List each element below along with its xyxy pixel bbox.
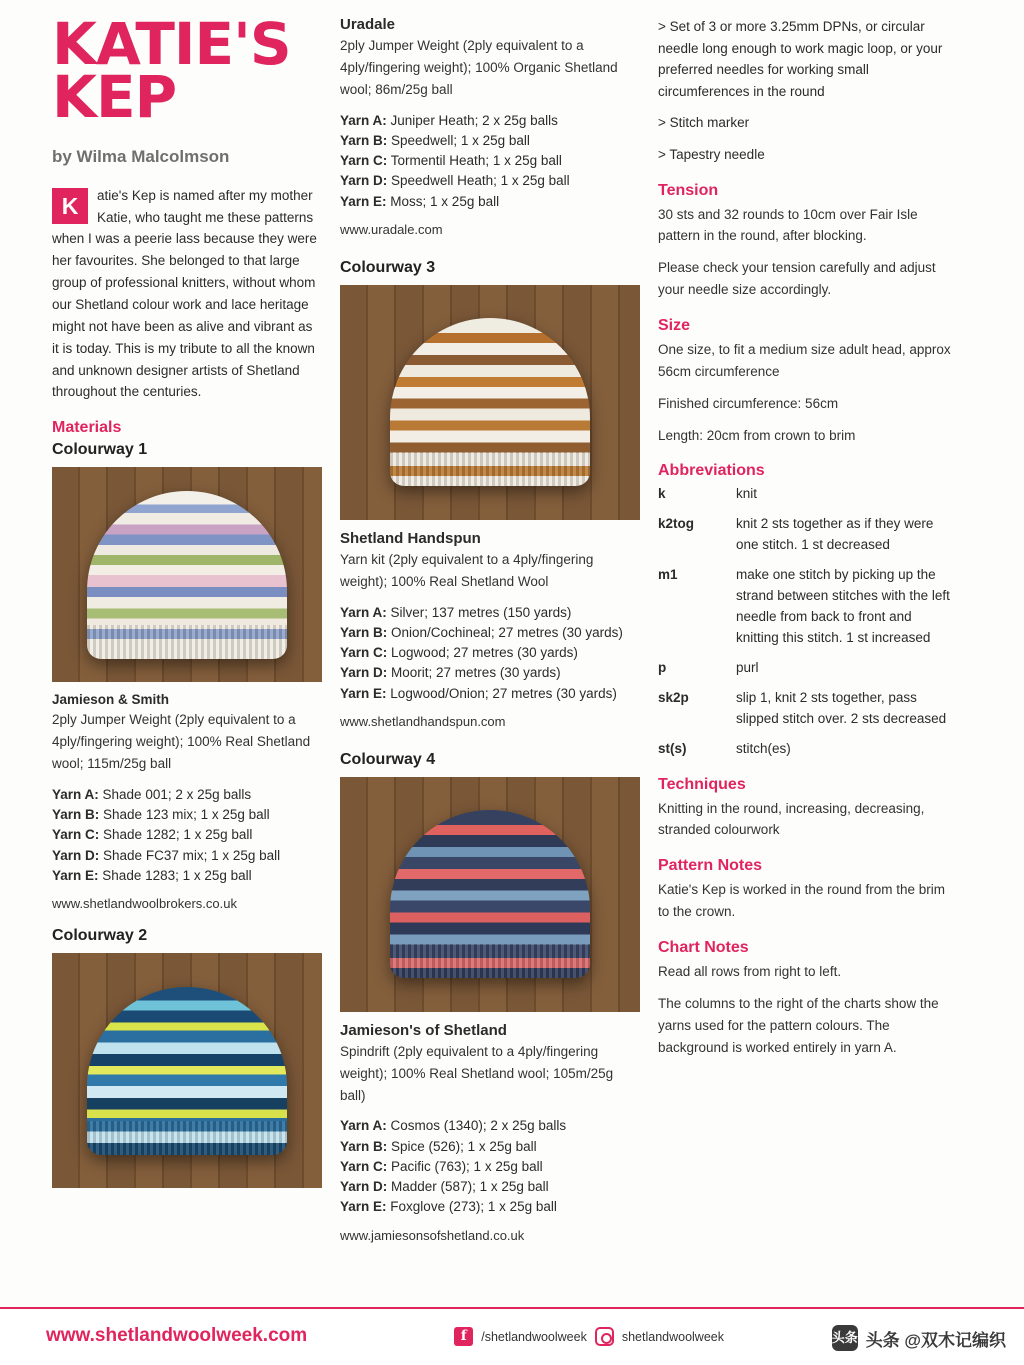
uradale-url[interactable]: www.uradale.com: [340, 221, 443, 237]
yarn-label: Yarn D:: [52, 847, 100, 863]
handspun-brand: Shetland Handspun: [340, 529, 481, 547]
colourway-3-heading: Colourway 3: [340, 258, 436, 276]
size-heading: Size: [658, 317, 691, 334]
yarn-label: Yarn D:: [340, 665, 388, 681]
yarn-item: [340, 171, 640, 191]
yarn-item: [340, 111, 640, 131]
yarn-label: Yarn C:: [340, 1158, 388, 1174]
footer-website[interactable]: www.shetlandwoolweek.com: [46, 1325, 308, 1346]
page-footer: [0, 1307, 1024, 1365]
footer-social: [454, 1327, 724, 1346]
abbreviation-definition: knit: [736, 486, 758, 502]
watermark-text: 头条 @双木记编织: [865, 1330, 1006, 1350]
yarn-item: [52, 785, 322, 805]
drop-cap: K: [52, 188, 88, 224]
cw1-description: 2ply Jumper Weight (2ply equivalent to a 4ply/fingering weight); 100% Real Shetland wool; 115m/25g ball: [52, 712, 311, 772]
yarn-label: Yarn C:: [340, 153, 388, 169]
abbreviation-definition: stitch(es): [736, 740, 791, 756]
pattern-notes-text: Katie's Kep is worked in the round from the brim to the crown.: [658, 882, 945, 920]
hat-brim: [390, 452, 590, 486]
colourway-4-photo: [340, 777, 640, 1012]
intro-text: atie's Kep is named after my mother Katie, who taught me these patterns when I was a peerie lass because they were her favourites. She belonged to that large group of professional knitters, without whom our Shetland colour work and lace heritage might not have been as alive and vibrant as it is today. This is my tribute to all the known and unknown designer artists of Shetland throughout the centuries.: [52, 187, 317, 400]
yarn-text: Spice (526); 1 x 25g ball: [391, 1138, 537, 1154]
yarn-label: Yarn C:: [340, 645, 388, 661]
colourway-2-photo: [52, 953, 322, 1188]
column-middle: [340, 10, 640, 1243]
column-left: [22, 10, 322, 1198]
chart-notes-paragraph-1: Read all rows from right to left.: [658, 964, 842, 980]
tension-paragraph-1: 30 sts and 32 rounds to 10cm over Fair Isle pattern in the round, after blocking.: [658, 206, 918, 244]
tension-heading: Tension: [658, 181, 719, 199]
yarn-label: Yarn E:: [340, 685, 387, 701]
yarn-label: Yarn B:: [52, 807, 100, 823]
abbreviation-key: k2tog: [658, 516, 695, 532]
abbreviation-row: [658, 658, 958, 679]
yarn-text: Shade 001; 2 x 25g balls: [102, 786, 252, 802]
yarn-label: Yarn B:: [340, 132, 388, 148]
yarn-item: [340, 1157, 640, 1177]
yarn-label: Yarn E:: [340, 1199, 387, 1215]
yarn-text: Madder (587); 1 x 25g ball: [391, 1179, 549, 1195]
yarn-label: Yarn E:: [340, 193, 387, 209]
three-column-layout: [22, 10, 1002, 1243]
size-paragraph-1: One size, to fit a medium size adult head, approx 56cm circumference: [658, 342, 951, 379]
abbreviation-definition: purl: [736, 659, 759, 675]
yarn-label: Yarn A:: [340, 604, 387, 620]
yarn-item: [340, 1116, 640, 1136]
handspun-yarn-list: [340, 603, 640, 704]
yarn-text: Speedwell Heath; 1 x 25g ball: [391, 173, 570, 189]
yarn-item: [340, 643, 640, 663]
tension-paragraph-2: Please check your tension carefully and adjust your needle size accordingly.: [658, 260, 936, 298]
yarn-item: [52, 825, 322, 845]
abbreviation-row: [658, 484, 958, 505]
uradale-brand: Uradale: [340, 16, 396, 33]
yarn-text: Juniper Heath; 2 x 25g balls: [390, 112, 558, 128]
yarn-text: Silver; 137 metres (150 yards): [390, 604, 572, 620]
size-paragraph-2: Finished circumference: 56cm: [658, 395, 839, 411]
colourway-1-photo: [52, 467, 322, 682]
hat-brim: [87, 625, 287, 659]
cw1-yarn-list: [52, 785, 322, 886]
abbreviation-row: [658, 688, 958, 730]
pattern-notes-heading: Pattern Notes: [658, 857, 763, 875]
yarn-text: Shade 1282; 1 x 25g ball: [103, 827, 253, 843]
yarn-label: Yarn B:: [340, 1138, 388, 1154]
watermark: [832, 1325, 1006, 1351]
yarn-item: [340, 663, 640, 683]
cw1-brand: Jamieson & Smith: [52, 692, 170, 708]
yarn-item: [340, 603, 640, 623]
yarn-item: [340, 151, 640, 171]
yarn-item: [340, 1177, 640, 1197]
intro-paragraph: [52, 185, 322, 404]
yarn-text: Shade 123 mix; 1 x 25g ball: [103, 807, 270, 823]
abbreviation-row: [658, 739, 958, 760]
instagram-icon[interactable]: [595, 1327, 614, 1346]
yarn-item: [340, 1137, 640, 1157]
handspun-description: Yarn kit (2ply equivalent to a 4ply/fingering weight); 100% Real Shetland Wool: [340, 551, 594, 589]
colourway-2-heading: Colourway 2: [52, 927, 148, 945]
column-right: [658, 10, 958, 1068]
abbreviation-definition: slip 1, knit 2 sts together, pass slipped stitch over. 2 sts decreased: [736, 689, 947, 726]
yarn-item: [52, 866, 322, 886]
abbreviation-key: k: [658, 486, 666, 502]
yarn-text: Tormentil Heath; 1 x 25g ball: [390, 153, 562, 169]
yarn-text: Foxglove (273); 1 x 25g ball: [390, 1199, 557, 1215]
techniques-heading: Techniques: [658, 775, 746, 793]
hat-brim: [390, 944, 590, 978]
facebook-handle: /shetlandwoolweek: [481, 1329, 587, 1344]
abbreviation-key: sk2p: [658, 689, 689, 705]
abbreviation-definition: make one stitch by picking up the strand between stitches with the left needle from back to front and knitting this stitch. 1 st increased: [736, 567, 950, 645]
stitch-marker-bullet: > Stitch marker: [658, 115, 750, 131]
tapestry-needle-bullet: > Tapestry needle: [658, 146, 765, 162]
abbreviation-key: p: [658, 659, 667, 675]
yarn-text: Pacific (763); 1 x 25g ball: [391, 1158, 543, 1174]
abbreviation-row: [658, 514, 958, 556]
yarn-text: Moss; 1 x 25g ball: [390, 193, 500, 209]
facebook-icon[interactable]: f: [454, 1327, 473, 1346]
yarn-text: Moorit; 27 metres (30 yards): [391, 665, 561, 681]
techniques-text: Knitting in the round, increasing, decreasing, stranded colourwork: [658, 800, 925, 838]
yarn-text: Logwood/Onion; 27 metres (30 yards): [390, 685, 617, 701]
yarn-label: Yarn E:: [52, 867, 99, 883]
yarn-text: Speedwell; 1 x 25g ball: [391, 132, 530, 148]
jamiesons-url[interactable]: www.jamiesonsofshetland.co.uk: [340, 1227, 525, 1243]
yarn-item: [340, 684, 640, 704]
size-paragraph-3: Length: 20cm from crown to brim: [658, 427, 856, 443]
materials-heading: Materials: [52, 419, 122, 437]
yarn-item: [340, 192, 640, 212]
handspun-url[interactable]: www.shetlandhandspun.com: [340, 713, 506, 729]
instagram-handle: shetlandwoolweek: [621, 1329, 724, 1344]
abbreviations-heading: Abbreviations: [658, 462, 765, 480]
abbreviation-key: m1: [658, 567, 678, 583]
yarn-label: Yarn D:: [340, 1179, 388, 1195]
yarn-label: Yarn A:: [340, 1118, 387, 1134]
yarn-text: Cosmos (1340); 2 x 25g balls: [390, 1118, 567, 1134]
yarn-text: Logwood; 27 metres (30 yards): [391, 645, 578, 661]
yarn-text: Shade 1283; 1 x 25g ball: [102, 867, 252, 883]
cw1-url[interactable]: www.shetlandwoolbrokers.co.uk: [52, 896, 237, 912]
yarn-text: Onion/Cochineal; 27 metres (30 yards): [391, 624, 623, 640]
chart-notes-paragraph-2: The columns to the right of the charts show the yarns used for the pattern colours. The background is worked entirely in yarn A.: [658, 995, 939, 1055]
yarn-item: [340, 1197, 640, 1217]
colourway-4-heading: Colourway 4: [340, 750, 436, 768]
yarn-item: [340, 623, 640, 643]
uradale-yarn-list: [340, 111, 640, 212]
abbreviation-definition: knit 2 sts together as if they were one stitch. 1 st decreased: [736, 516, 934, 553]
page-title: KATIE'S KEP: [52, 10, 291, 132]
yarn-item: [52, 805, 322, 825]
watermark-logo-icon: 头条: [832, 1325, 858, 1351]
abbreviation-row: [658, 565, 958, 649]
yarn-text: Shade FC37 mix; 1 x 25g ball: [103, 847, 281, 863]
jamiesons-description: Spindrift (2ply equivalent to a 4ply/fingering weight); 100% Real Shetland wool; 105m/25g ball): [340, 1043, 614, 1103]
byline: by Wilma Malcolmson: [52, 146, 230, 166]
yarn-item: [340, 131, 640, 151]
uradale-description: 2ply Jumper Weight (2ply equivalent to a 4ply/fingering weight); 100% Organic Shetland wool; 86m/25g ball: [340, 38, 618, 97]
jamiesons-brand: Jamieson's of Shetland: [340, 1021, 507, 1039]
jamiesons-yarn-list: [340, 1116, 640, 1217]
chart-notes-heading: Chart Notes: [658, 939, 749, 957]
yarn-label: Yarn B:: [340, 624, 388, 640]
yarn-item: [52, 846, 322, 866]
yarn-label: Yarn A:: [340, 112, 387, 128]
yarn-label: Yarn D:: [340, 173, 388, 189]
colourway-3-photo: [340, 285, 640, 520]
colourway-1-heading: Colourway 1: [52, 441, 148, 459]
abbreviation-key: st(s): [658, 740, 687, 756]
yarn-label: Yarn A:: [52, 786, 99, 802]
needles-bullet: > Set of 3 or more 3.25mm DPNs, or circular needle long enough to work magic loop, or your preferred needles for working small circumferences in the round: [658, 19, 943, 99]
hat-brim: [87, 1121, 287, 1155]
yarn-label: Yarn C:: [52, 827, 100, 843]
